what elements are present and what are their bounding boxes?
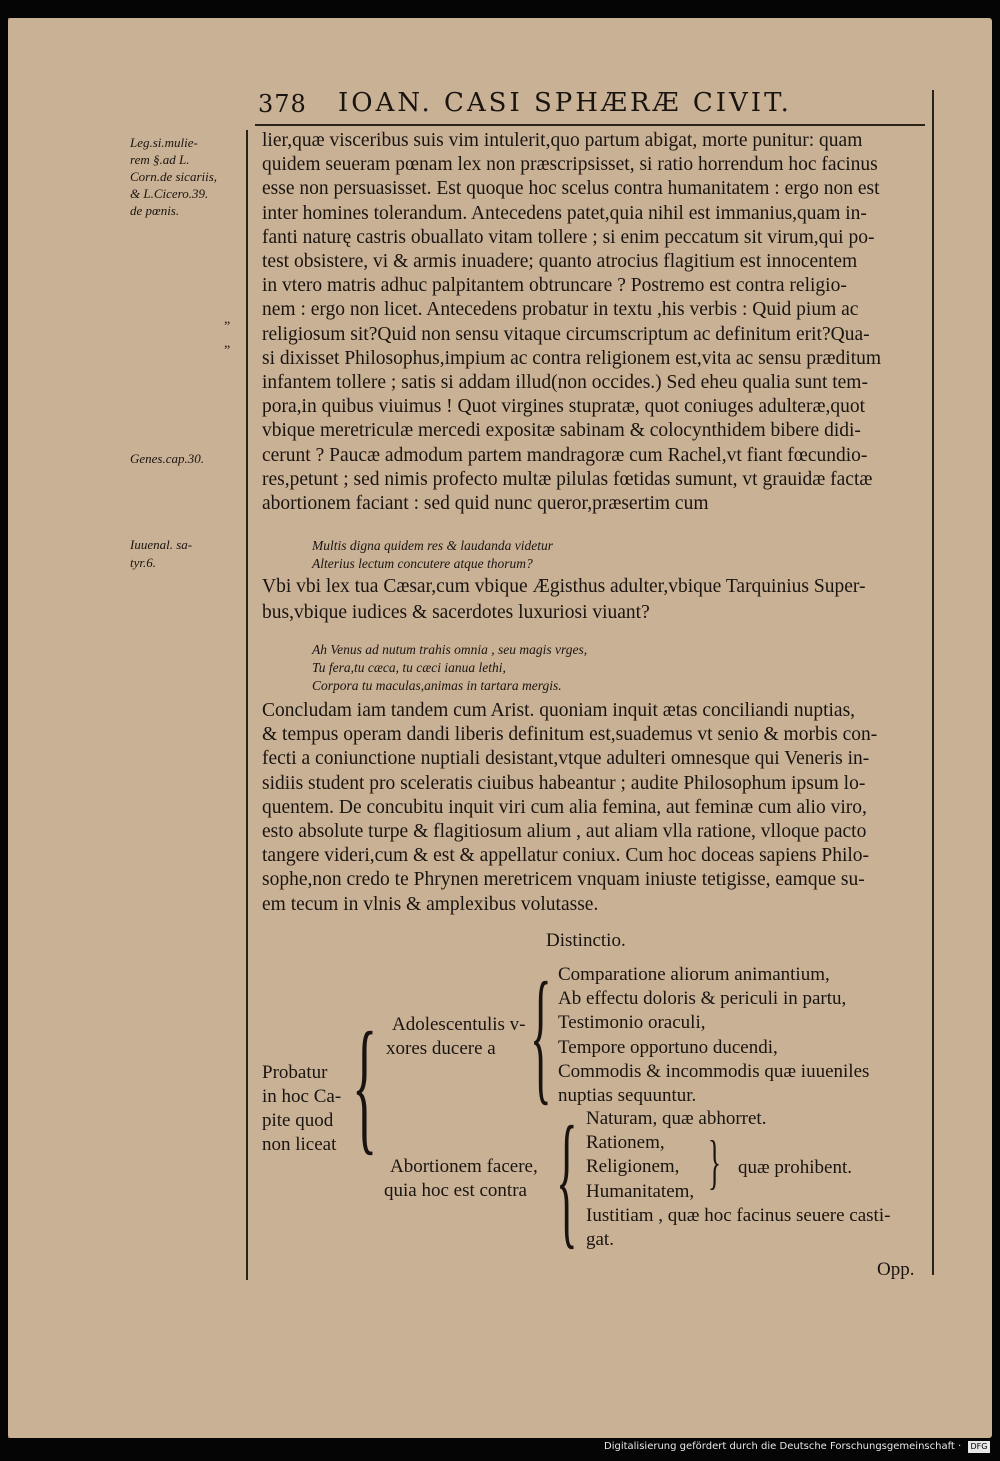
text-line: fecti a coniunctione nuptiali desistant,vtque adulteri omnesque qui Veneris in- xyxy=(262,748,870,770)
text-line: cerunt ? Paucæ admodum partem mandragoræ cum Rachel,vt fiant fœcundio- xyxy=(262,444,868,466)
text-line: sophe,non credo te Phrynen meretricem vnquam iniuste tetigisse, eamque su- xyxy=(262,869,865,891)
branch2-line: quia hoc est contra xyxy=(384,1180,527,1201)
text-line: vbique meretriculæ mercedi expositæ sabinam & colocynthidem bibere didi- xyxy=(262,420,861,442)
margin-note-line: Iuuenal. sa- xyxy=(130,537,193,552)
branch2-line: Abortionem facere, xyxy=(390,1156,538,1177)
margin-note-line: de pœnis. xyxy=(130,203,180,218)
catchword: Opp. xyxy=(877,1259,915,1280)
text-line: si dixisset Philosophus,impium ac contra religionem est,vita ac sensu præditum xyxy=(262,347,882,369)
prohibent-label: quæ prohibent. xyxy=(738,1157,852,1178)
page-edge-rule xyxy=(932,90,934,1275)
text-line: fanti naturę castris obuallato vitam tollere ; si enim peccatum sit virum,qui po- xyxy=(262,226,875,248)
margin-note-line: Leg.si.mulie- xyxy=(130,135,198,150)
margin-rule xyxy=(246,130,248,1280)
text-line: bus,vbique iudices & sacerdotes luxuriosi viuant? xyxy=(262,602,650,623)
text-line: esse non persuasisset. Est quoque hoc scelus contra humanitatem : ergo non est xyxy=(262,178,880,200)
margin-note-line: rem §.ad L. xyxy=(130,152,190,167)
text-line: abortionem faciant : sed quid nunc queror,præsertim cum xyxy=(262,493,709,514)
margin-note-1 xyxy=(130,136,217,221)
text-line: inter homines tolerandum. Antecedens patet,quia nihil est immanius,quam in- xyxy=(262,202,867,224)
text-line: test obsistere, vi & armis inuadere; quanto atrocius flagitium est innocentem xyxy=(262,251,858,272)
text-line: Naturam, quæ abhorret. xyxy=(586,1108,767,1129)
root-line: Probatur xyxy=(262,1062,328,1083)
text-line: Humanitatem, xyxy=(586,1180,695,1202)
text-line: nem : ergo non licet. Antecedens probatur in textu ,his verbis : Quid pium ac xyxy=(262,299,859,321)
text-line: sidiis student pro sceleratis ciuibus habeantur ; audite Philosophum ipsum lo- xyxy=(262,772,866,794)
text-line: Iustitiam , quæ hoc facinus seuere casti- xyxy=(586,1204,891,1226)
text-line: infantem tollere ; satis si addam illud(non occides.) Sed eheu qualia sunt tem- xyxy=(262,372,868,393)
text-line: religiosum sit?Quid non sensu vitaque circumscriptum ac definitum erit?Qua- xyxy=(262,323,870,345)
text-line: Testimonio oraculi, xyxy=(558,1012,706,1034)
margin-note-3 xyxy=(130,538,192,574)
text-line: Commodis & incommodis quæ iuueniles xyxy=(558,1060,870,1082)
verse-line: Ah Venus ad nutum trahis omnia , seu magis vrges, xyxy=(312,642,588,657)
text-line: nuptias sequuntur. xyxy=(558,1085,697,1106)
text-line: lier,quæ visceribus suis vim intulerit,quo partum abigat, morte punitur: quam xyxy=(262,130,863,151)
text-line: Vbi vbi lex tua Cæsar,cum vbique Ægisthus adulter,vbique Tarquinius Super- xyxy=(262,576,866,597)
branch1-brace: { xyxy=(530,952,552,1118)
text-line: Tempore opportuno ducendi, xyxy=(558,1036,778,1058)
distinctio-heading: Distinctio. xyxy=(546,930,626,951)
root-line: non liceat xyxy=(262,1134,337,1155)
branch1-line: Adolescentulis v- xyxy=(392,1014,526,1035)
verse-line: Multis digna quidem res & laudanda videtur xyxy=(312,538,553,553)
text-line: Ab effectu doloris & periculi in partu, xyxy=(558,988,847,1010)
text-line: & tempus operam dandi liberis definitum est,suademus vt senio & morbis con- xyxy=(262,724,878,746)
root-line: pite quod xyxy=(262,1110,334,1131)
text-line: Religionem, xyxy=(586,1156,680,1178)
text-line: quentem. De concubitu inquit viri cum alia femina, aut feminæ cum alio viro, xyxy=(262,796,867,818)
prohibent-brace: } xyxy=(708,1129,721,1195)
text-line: gat. xyxy=(586,1229,614,1250)
text-line: Concludam iam tandem cum Arist. quoniam inquit ætas conciliandi nuptias, xyxy=(262,700,856,721)
branch1-line: xores ducere a xyxy=(386,1038,496,1059)
verse-line: Tu fera,tu cæca, tu cæci ianua lethi, xyxy=(312,660,506,675)
dfg-logo-icon: DFG xyxy=(968,1441,990,1453)
root-brace: { xyxy=(352,1002,378,1168)
text-line: em tecum in vlnis & amplexibus volutasse. xyxy=(262,893,599,915)
margin-note-line: & L.Cicero.39. xyxy=(130,186,209,201)
quotation-mark: „ xyxy=(224,336,231,351)
margin-note-2 xyxy=(130,452,204,465)
verse-line: Corpora tu maculas,animas in tartara mergis. xyxy=(312,678,562,693)
running-title: IOAN. CASI SPHÆRÆ CIVIT. xyxy=(338,88,792,118)
text-line: Comparatione aliorum animantium, xyxy=(558,964,830,985)
margin-note-line: Corn.de sicariis, xyxy=(130,169,218,184)
branch2-brace: { xyxy=(556,1096,578,1262)
header-rule xyxy=(255,124,925,126)
quotation-mark: „ xyxy=(224,312,231,327)
text-line: Rationem, xyxy=(586,1132,665,1154)
root-line: in hoc Ca- xyxy=(262,1086,342,1107)
text-line: tangere videri,cum & est & appellatur coniux. Cum hoc doceas sapiens Philo- xyxy=(262,845,870,867)
text-line: pora,in quibus viuimus ! Quot virgines stupratæ, quot coniuges adulteræ,quot xyxy=(262,396,866,418)
text-line: in vtero matris adhuc palpitantem obtruncare ? Postremo est contra religio- xyxy=(262,275,847,297)
text-line: res,petunt ; sed nimis profecto multæ pilulas fœtidas sumunt, vt grauidæ factæ xyxy=(262,468,873,490)
page-number: 378 xyxy=(258,90,307,118)
verse-line: Alterius lectum concutere atque thorum? xyxy=(312,556,533,571)
margin-note-line: Genes.cap.30. xyxy=(130,451,205,466)
footer-credit: Digitalisierung gefördert durch die Deutsche Forschungsgemeinschaft · xyxy=(604,1441,962,1452)
text-line: esto absolute turpe & flagitiosum alium , aut aliam vlla ratione, vlloque pacto xyxy=(262,821,867,842)
text-line: quidem seueram pœnam lex non præscripsisset, si ratio horrendum hoc facinus xyxy=(262,154,878,176)
margin-note-line: tyr.6. xyxy=(130,555,156,570)
